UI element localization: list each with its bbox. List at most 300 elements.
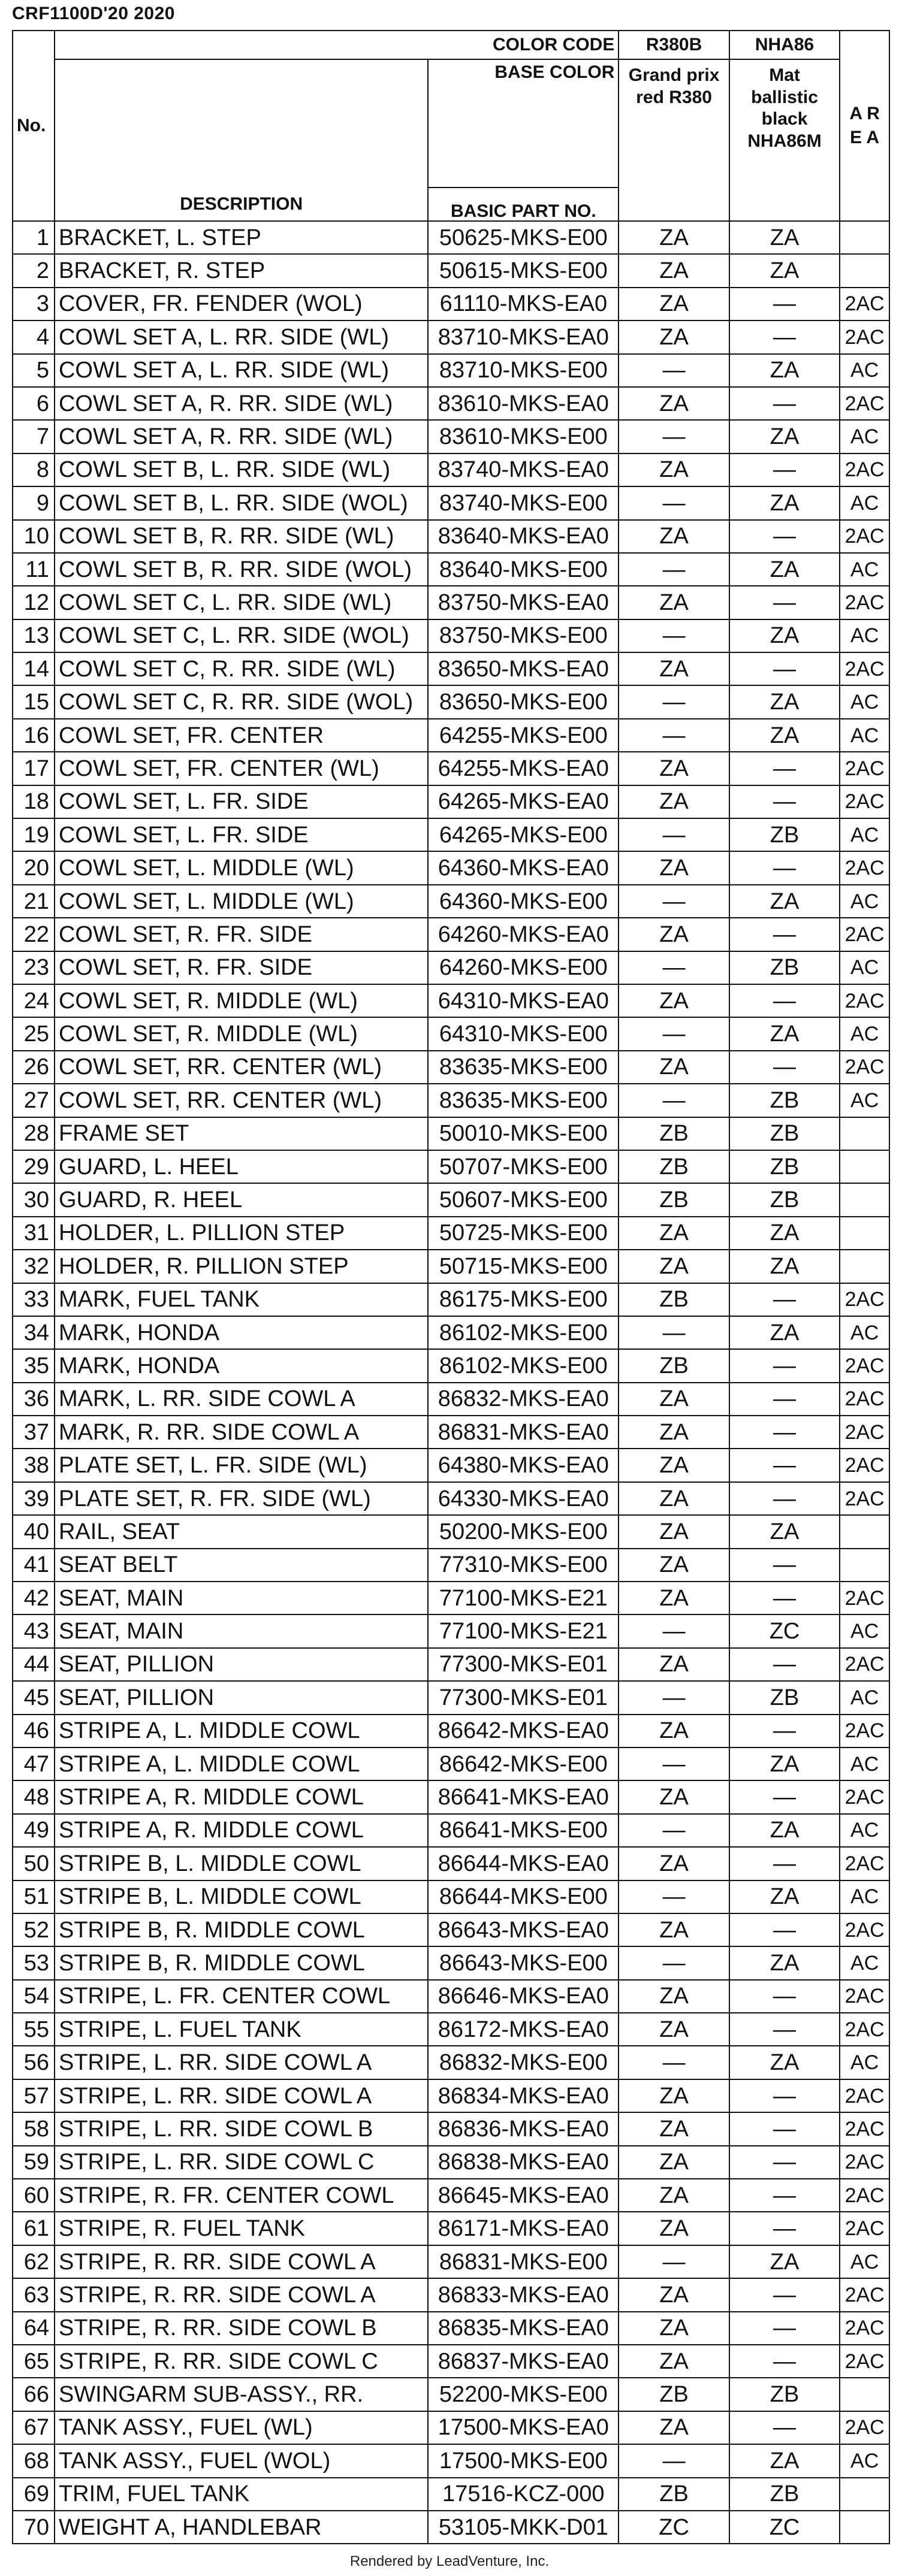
row-color2-code: ZA — [729, 486, 840, 519]
parts-rows — [13, 221, 889, 2544]
row-part-number: 83650-MKS-EA0 — [428, 652, 619, 685]
table-row — [13, 486, 889, 519]
row-color1-code: ZB — [619, 1183, 729, 1216]
row-description: TRIM, FUEL TANK — [55, 2478, 428, 2511]
row-area: 2AC — [840, 1283, 889, 1316]
row-description: COWL SET, R. MIDDLE (WL) — [55, 984, 428, 1017]
table-row — [13, 2378, 889, 2411]
row-part-number: 64255-MKS-EA0 — [428, 752, 619, 785]
row-color2-code: — — [729, 1416, 840, 1449]
row-number: 55 — [13, 2013, 55, 2046]
row-part-number: 83610-MKS-EA0 — [428, 387, 619, 420]
row-color2-code: ZB — [729, 2378, 840, 2411]
table-row — [13, 1449, 889, 1481]
table-row — [13, 1482, 889, 1515]
row-color1-code: ZA — [619, 2146, 729, 2179]
row-description: STRIPE, R. RR. SIDE COWL B — [55, 2312, 428, 2345]
row-color1-code: ZB — [619, 2378, 729, 2411]
row-number: 42 — [13, 1582, 55, 1614]
row-color2-code: ZA — [729, 2046, 840, 2079]
table-row — [13, 1250, 889, 1283]
row-color2-code: ZA — [729, 221, 840, 254]
row-description: COWL SET, RR. CENTER (WL) — [55, 1084, 428, 1117]
row-number: 57 — [13, 2079, 55, 2112]
row-color2-code: ZA — [729, 354, 840, 387]
row-color1-code: ZA — [619, 1416, 729, 1449]
row-description: WEIGHT A, HANDLEBAR — [55, 2511, 428, 2544]
row-color2-code: ZB — [729, 1183, 840, 1216]
row-part-number: 83740-MKS-EA0 — [428, 453, 619, 486]
row-description: COWL SET, L. MIDDLE (WL) — [55, 885, 428, 918]
row-number: 10 — [13, 520, 55, 553]
row-color1-code: — — [619, 2245, 729, 2278]
row-number: 61 — [13, 2212, 55, 2245]
footer-credit: Rendered by LeadVenture, Inc. — [349, 2553, 550, 2569]
row-color2-code: — — [729, 586, 840, 619]
row-number: 41 — [13, 1549, 55, 1582]
row-area — [840, 1183, 889, 1216]
row-area: 2AC — [840, 785, 889, 818]
row-description: MARK, HONDA — [55, 1349, 428, 1382]
row-number: 8 — [13, 453, 55, 486]
row-color2-code: — — [729, 321, 840, 353]
row-description: RAIL, SEAT — [55, 1515, 428, 1548]
row-area — [840, 2378, 889, 2411]
row-number: 5 — [13, 354, 55, 387]
row-area: 2AC — [840, 2278, 889, 2311]
row-area: AC — [840, 619, 889, 652]
row-part-number: 77100-MKS-E21 — [428, 1614, 619, 1647]
header-color1-code: R380B — [619, 31, 729, 59]
row-part-number: 83740-MKS-E00 — [428, 486, 619, 519]
row-color2-code: — — [729, 984, 840, 1017]
row-area: 2AC — [840, 288, 889, 321]
row-description: BRACKET, L. STEP — [55, 221, 428, 254]
row-number: 33 — [13, 1283, 55, 1316]
row-color2-code: ZA — [729, 2245, 840, 2278]
row-area: 2AC — [840, 520, 889, 553]
row-description: COWL SET C, L. RR. SIDE (WOL) — [55, 619, 428, 652]
row-color2-code: ZA — [729, 685, 840, 718]
row-number: 7 — [13, 420, 55, 453]
row-description: TANK ASSY., FUEL (WOL) — [55, 2444, 428, 2477]
row-area: 2AC — [840, 1648, 889, 1681]
row-color1-code: ZA — [619, 851, 729, 884]
row-description: COWL SET B, L. RR. SIDE (WL) — [55, 453, 428, 486]
row-color2-code: — — [729, 453, 840, 486]
row-number: 63 — [13, 2278, 55, 2311]
row-color2-code: — — [729, 2278, 840, 2311]
row-description: STRIPE B, R. MIDDLE COWL — [55, 1946, 428, 1979]
row-color2-code: — — [729, 1383, 840, 1416]
row-color2-code: — — [729, 1549, 840, 1582]
row-number: 4 — [13, 321, 55, 353]
row-description: STRIPE, R. FR. CENTER COWL — [55, 2179, 428, 2212]
row-area: 2AC — [840, 1349, 889, 1382]
row-area: 2AC — [840, 918, 889, 951]
row-description: STRIPE, R. RR. SIDE COWL A — [55, 2245, 428, 2278]
row-color2-code: — — [729, 1482, 840, 1515]
row-number: 38 — [13, 1449, 55, 1481]
row-color1-code: ZA — [619, 1847, 729, 1880]
row-description: COWL SET C, L. RR. SIDE (WL) — [55, 586, 428, 619]
row-part-number: 17500-MKS-EA0 — [428, 2411, 619, 2444]
row-area — [840, 1117, 889, 1150]
row-description: COWL SET B, R. RR. SIDE (WOL) — [55, 553, 428, 586]
row-color1-code: — — [619, 1814, 729, 1847]
row-part-number: 86642-MKS-EA0 — [428, 1715, 619, 1747]
table-row — [13, 387, 889, 420]
row-part-number: 64260-MKS-EA0 — [428, 918, 619, 951]
row-color2-code: ZA — [729, 1814, 840, 1847]
row-part-number: 77100-MKS-E21 — [428, 1582, 619, 1614]
row-part-number: 86102-MKS-E00 — [428, 1349, 619, 1382]
row-description: GUARD, R. HEEL — [55, 1183, 428, 1216]
table-row — [13, 885, 889, 918]
row-color1-code: ZA — [619, 984, 729, 1017]
row-area: 2AC — [840, 1416, 889, 1449]
table-row — [13, 818, 889, 851]
row-part-number: 86175-MKS-E00 — [428, 1283, 619, 1316]
row-area — [840, 1515, 889, 1548]
row-color1-code: ZA — [619, 2411, 729, 2444]
table-row — [13, 321, 889, 353]
row-area: AC — [840, 2245, 889, 2278]
row-color1-code: ZA — [619, 2312, 729, 2345]
row-color2-code: ZA — [729, 1217, 840, 1250]
header-area: A R E A — [840, 31, 889, 221]
row-color2-code: — — [729, 1715, 840, 1747]
row-area: 2AC — [840, 1449, 889, 1481]
row-number: 26 — [13, 1051, 55, 1084]
row-area: AC — [840, 1946, 889, 1979]
row-number: 54 — [13, 1980, 55, 2013]
row-color2-code: ZA — [729, 553, 840, 586]
row-color1-code: — — [619, 354, 729, 387]
row-area: AC — [840, 1814, 889, 1847]
row-color2-code: — — [729, 1648, 840, 1681]
row-color1-code: ZA — [619, 1648, 729, 1681]
row-part-number: 50607-MKS-E00 — [428, 1183, 619, 1216]
row-area: 2AC — [840, 321, 889, 353]
table-row — [13, 1880, 889, 1913]
row-number: 35 — [13, 1349, 55, 1382]
row-color2-code: — — [729, 387, 840, 420]
row-description: COWL SET B, R. RR. SIDE (WL) — [55, 520, 428, 553]
row-number: 29 — [13, 1150, 55, 1183]
row-part-number: 50010-MKS-E00 — [428, 1117, 619, 1150]
table-row — [13, 1913, 889, 1946]
table-row — [13, 1814, 889, 1847]
row-description: SWINGARM SUB-ASSY., RR. — [55, 2378, 428, 2411]
row-area: AC — [840, 2444, 889, 2477]
row-area — [840, 1150, 889, 1183]
row-description: COWL SET, RR. CENTER (WL) — [55, 1051, 428, 1084]
row-description: COWL SET, R. FR. SIDE — [55, 951, 428, 984]
row-color1-code: ZA — [619, 1515, 729, 1548]
row-color2-code: ZA — [729, 885, 840, 918]
row-color1-code: — — [619, 818, 729, 851]
row-color2-code: — — [729, 1913, 840, 1946]
row-part-number: 86171-MKS-EA0 — [428, 2212, 619, 2245]
table-row — [13, 685, 889, 718]
table-row — [13, 221, 889, 254]
row-number: 66 — [13, 2378, 55, 2411]
row-color2-code: ZA — [729, 1747, 840, 1780]
row-part-number: 61110-MKS-EA0 — [428, 288, 619, 321]
row-description: COWL SET B, L. RR. SIDE (WOL) — [55, 486, 428, 519]
row-area: 2AC — [840, 1847, 889, 1880]
row-color2-code: — — [729, 2146, 840, 2179]
row-part-number: 83710-MKS-E00 — [428, 354, 619, 387]
row-part-number: 86644-MKS-E00 — [428, 1880, 619, 1913]
row-part-number: 86832-MKS-E00 — [428, 2046, 619, 2079]
row-color2-code: ZA — [729, 2444, 840, 2477]
table-row — [13, 1383, 889, 1416]
row-part-number: 86838-MKS-EA0 — [428, 2146, 619, 2179]
row-part-number: 83635-MKS-E00 — [428, 1051, 619, 1084]
table-row — [13, 1084, 889, 1117]
row-color1-code: — — [619, 685, 729, 718]
row-area: 2AC — [840, 1780, 889, 1813]
row-color1-code: ZB — [619, 1283, 729, 1316]
row-color2-code: — — [729, 2079, 840, 2112]
row-area: 2AC — [840, 851, 889, 884]
row-description: PLATE SET, R. FR. SIDE (WL) — [55, 1482, 428, 1515]
row-color2-code: — — [729, 785, 840, 818]
row-color1-code: ZA — [619, 1549, 729, 1582]
row-number: 44 — [13, 1648, 55, 1681]
row-color1-code: — — [619, 1946, 729, 1979]
table-row — [13, 1780, 889, 1813]
header-base-color: BASE COLOR — [428, 59, 619, 188]
table-row — [13, 1614, 889, 1647]
header-description: DESCRIPTION — [55, 59, 428, 221]
row-number: 47 — [13, 1747, 55, 1780]
row-color1-code: ZA — [619, 1217, 729, 1250]
row-color2-code: — — [729, 652, 840, 685]
row-color1-code: ZA — [619, 1383, 729, 1416]
row-color1-code: ZA — [619, 586, 729, 619]
table-row — [13, 1349, 889, 1382]
row-number: 30 — [13, 1183, 55, 1216]
row-color1-code: ZA — [619, 453, 729, 486]
header-color1-name: Grand prix red R380 — [619, 59, 729, 221]
row-description: STRIPE, R. RR. SIDE COWL C — [55, 2345, 428, 2378]
row-part-number: 86641-MKS-E00 — [428, 1814, 619, 1847]
row-description: SEAT, MAIN — [55, 1614, 428, 1647]
row-description: TANK ASSY., FUEL (WL) — [55, 2411, 428, 2444]
row-part-number: 86644-MKS-EA0 — [428, 1847, 619, 1880]
row-area: 2AC — [840, 2013, 889, 2046]
row-part-number: 86643-MKS-E00 — [428, 1946, 619, 1979]
row-part-number: 64360-MKS-EA0 — [428, 851, 619, 884]
row-number: 40 — [13, 1515, 55, 1548]
row-part-number: 83750-MKS-E00 — [428, 619, 619, 652]
row-description: MARK, FUEL TANK — [55, 1283, 428, 1316]
row-part-number: 86645-MKS-EA0 — [428, 2179, 619, 2212]
row-color1-code: ZA — [619, 288, 729, 321]
row-area: 2AC — [840, 2112, 889, 2145]
row-color1-code: ZB — [619, 2478, 729, 2511]
row-area: AC — [840, 1017, 889, 1050]
row-color2-code: — — [729, 851, 840, 884]
row-part-number: 50725-MKS-E00 — [428, 1217, 619, 1250]
row-description: SEAT, PILLION — [55, 1681, 428, 1714]
row-part-number: 50200-MKS-E00 — [428, 1515, 619, 1548]
table-row — [13, 420, 889, 453]
row-description: STRIPE A, L. MIDDLE COWL — [55, 1747, 428, 1780]
table-row — [13, 1946, 889, 1979]
row-description: HOLDER, R. PILLION STEP — [55, 1250, 428, 1283]
table-row — [13, 918, 889, 951]
table-row — [13, 752, 889, 785]
row-description: MARK, HONDA — [55, 1316, 428, 1349]
row-color1-code: ZA — [619, 254, 729, 287]
row-description: COWL SET C, R. RR. SIDE (WL) — [55, 652, 428, 685]
row-description: PLATE SET, L. FR. SIDE (WL) — [55, 1449, 428, 1481]
row-part-number: 86172-MKS-EA0 — [428, 2013, 619, 2046]
row-part-number: 50615-MKS-E00 — [428, 254, 619, 287]
row-area: 2AC — [840, 652, 889, 685]
table-row — [13, 453, 889, 486]
row-color2-code: ZA — [729, 1946, 840, 1979]
row-description: COWL SET A, R. RR. SIDE (WL) — [55, 387, 428, 420]
row-color1-code: ZA — [619, 2013, 729, 2046]
row-area: 2AC — [840, 2079, 889, 2112]
row-description: STRIPE, R. FUEL TANK — [55, 2212, 428, 2245]
row-description: STRIPE A, R. MIDDLE COWL — [55, 1814, 428, 1847]
row-area: AC — [840, 1084, 889, 1117]
row-color1-code: ZC — [619, 2511, 729, 2544]
row-area — [840, 1217, 889, 1250]
row-part-number: 64310-MKS-EA0 — [428, 984, 619, 1017]
row-part-number: 86833-MKS-EA0 — [428, 2278, 619, 2311]
row-description: STRIPE, L. RR. SIDE COWL C — [55, 2146, 428, 2179]
row-description: STRIPE, L. RR. SIDE COWL B — [55, 2112, 428, 2145]
row-area: AC — [840, 885, 889, 918]
table-row — [13, 1715, 889, 1747]
row-part-number: 64310-MKS-E00 — [428, 1017, 619, 1050]
row-number: 70 — [13, 2511, 55, 2544]
row-number: 1 — [13, 221, 55, 254]
row-part-number: 64265-MKS-E00 — [428, 818, 619, 851]
row-area: 2AC — [840, 2212, 889, 2245]
row-color1-code: — — [619, 885, 729, 918]
row-part-number: 64330-MKS-EA0 — [428, 1482, 619, 1515]
row-area: AC — [840, 685, 889, 718]
parts-color-table — [12, 30, 890, 2544]
table-row — [13, 619, 889, 652]
table-row — [13, 2112, 889, 2145]
row-part-number: 86646-MKS-EA0 — [428, 1980, 619, 2013]
row-color2-code: — — [729, 918, 840, 951]
row-description: COWL SET A, L. RR. SIDE (WL) — [55, 354, 428, 387]
row-number: 52 — [13, 1913, 55, 1946]
table-row — [13, 354, 889, 387]
row-area: 2AC — [840, 2312, 889, 2345]
row-number: 65 — [13, 2345, 55, 2378]
row-number: 37 — [13, 1416, 55, 1449]
row-description: COWL SET, R. FR. SIDE — [55, 918, 428, 951]
row-description: STRIPE, L. RR. SIDE COWL A — [55, 2079, 428, 2112]
row-part-number: 53105-MKK-D01 — [428, 2511, 619, 2544]
header-color-code — [55, 31, 619, 59]
row-area — [840, 2511, 889, 2544]
row-area: 2AC — [840, 387, 889, 420]
row-color2-code: ZB — [729, 1681, 840, 1714]
row-part-number: 86643-MKS-EA0 — [428, 1913, 619, 1946]
table-row — [13, 1681, 889, 1714]
row-color1-code: — — [619, 719, 729, 752]
row-area: 2AC — [840, 586, 889, 619]
row-color1-code: ZA — [619, 752, 729, 785]
row-color1-code: ZA — [619, 520, 729, 553]
table-row — [13, 2411, 889, 2444]
row-number: 16 — [13, 719, 55, 752]
row-color1-code: — — [619, 1681, 729, 1714]
row-number: 18 — [13, 785, 55, 818]
row-part-number: 64380-MKS-EA0 — [428, 1449, 619, 1481]
row-color1-code: — — [619, 1316, 729, 1349]
row-part-number: 77300-MKS-E01 — [428, 1681, 619, 1714]
header-basic-part-no: BASIC PART NO. — [428, 188, 619, 221]
row-number: 36 — [13, 1383, 55, 1416]
row-description: STRIPE, R. RR. SIDE COWL A — [55, 2278, 428, 2311]
row-number: 15 — [13, 685, 55, 718]
row-part-number: 83640-MKS-EA0 — [428, 520, 619, 553]
row-description: MARK, R. RR. SIDE COWL A — [55, 1416, 428, 1449]
table-row — [13, 520, 889, 553]
row-description: BRACKET, R. STEP — [55, 254, 428, 287]
row-description: SEAT, PILLION — [55, 1648, 428, 1681]
row-color1-code: ZA — [619, 1780, 729, 1813]
row-color2-code: — — [729, 1582, 840, 1614]
table-row — [13, 1980, 889, 2013]
table-row — [13, 1183, 889, 1216]
row-part-number: 86832-MKS-EA0 — [428, 1383, 619, 1416]
row-part-number: 86831-MKS-E00 — [428, 2245, 619, 2278]
table-row — [13, 951, 889, 984]
row-part-number: 86836-MKS-EA0 — [428, 2112, 619, 2145]
row-number: 6 — [13, 387, 55, 420]
table-row — [13, 2013, 889, 2046]
row-description: COWL SET, L. MIDDLE (WL) — [55, 851, 428, 884]
table-row — [13, 2245, 889, 2278]
row-description: COWL SET, R. MIDDLE (WL) — [55, 1017, 428, 1050]
row-color1-code: ZA — [619, 2079, 729, 2112]
row-color2-code: — — [729, 2212, 840, 2245]
row-color1-code: — — [619, 420, 729, 453]
table-row — [13, 2478, 889, 2511]
row-color1-code: ZA — [619, 785, 729, 818]
row-description: COWL SET C, R. RR. SIDE (WOL) — [55, 685, 428, 718]
row-area: AC — [840, 719, 889, 752]
row-part-number: 17500-MKS-E00 — [428, 2444, 619, 2477]
table-row — [13, 288, 889, 321]
row-number: 49 — [13, 1814, 55, 1847]
header-color-code-label: COLOR CODE — [493, 35, 615, 55]
row-number: 58 — [13, 2112, 55, 2145]
row-color1-code: ZA — [619, 2278, 729, 2311]
row-color1-code: ZA — [619, 321, 729, 353]
row-color2-code: ZA — [729, 420, 840, 453]
header-color2-name: Mat ballistic black NHA86M — [729, 59, 840, 221]
row-color2-code: ZB — [729, 1084, 840, 1117]
table-row — [13, 984, 889, 1017]
row-color2-code: — — [729, 752, 840, 785]
row-number: 60 — [13, 2179, 55, 2212]
